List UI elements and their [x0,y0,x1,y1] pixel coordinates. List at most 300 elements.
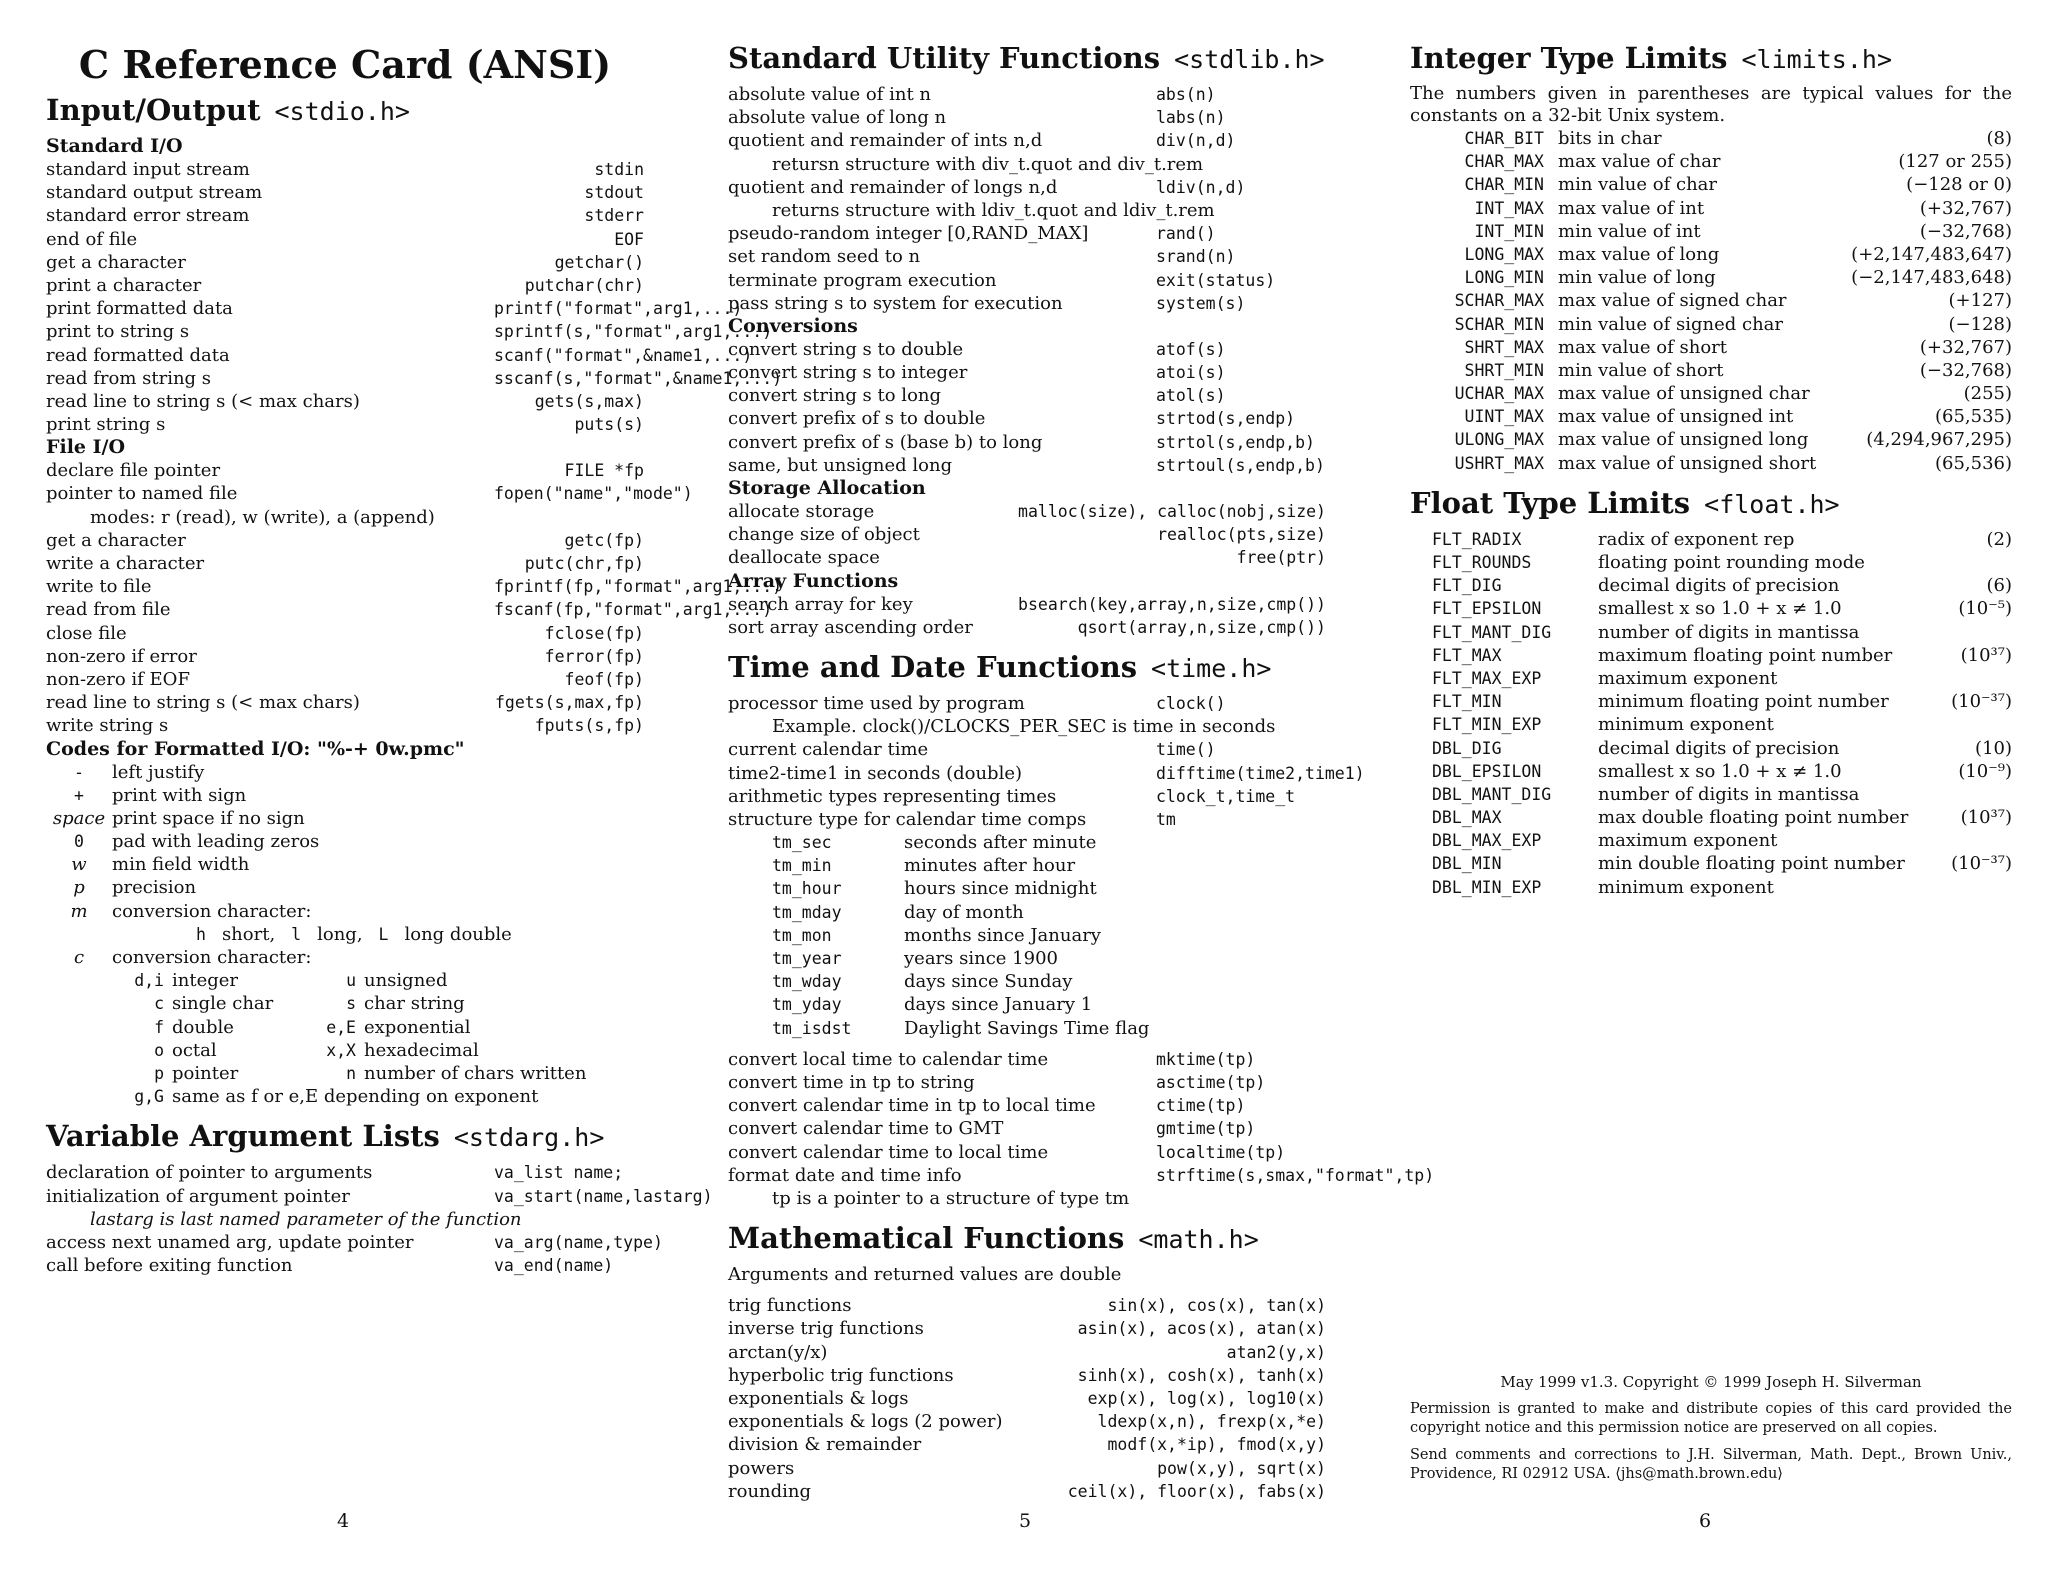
entry-description: non-zero if error [46,645,197,667]
limit-value: (10) [1975,737,2012,759]
format-code-description: min field width [112,854,250,876]
limit-value: (65,536) [1934,452,2012,474]
limit-value: (−128 or 0) [1906,174,2012,196]
limit-description: max double floating point number [1598,807,1909,829]
conversion-description: hexadecimal [364,1039,479,1061]
entry-code: puts(s) [574,415,644,435]
entry-code: fclose(fp) [544,623,644,643]
entry-row [46,552,644,575]
limit-value: (4,294,967,295) [1866,429,2012,451]
conversion-char: f [154,1017,164,1037]
entry-description: write to file [46,576,152,598]
entry-row [728,1410,1326,1433]
column-2 [728,36,1435,1503]
format-code: 0 [74,832,84,852]
entry-code: ldiv(n,d) [1156,177,1246,197]
entry-row [46,691,644,714]
time-example: Example. clock()/CLOCKS_PER_SEC is time in seconds [772,716,1276,738]
limit-constant: SCHAR_MAX [1454,291,1544,311]
entry-code: sinh(x), cosh(x), tanh(x) [1077,1365,1326,1385]
limit-row [1410,760,2012,783]
limit-constant: FLT_MAX_EXP [1432,668,1542,688]
entry-description: read formatted data [46,344,230,366]
entry-code: va_end(name) [494,1256,614,1276]
entry-description: processor time used by program [728,692,1025,714]
entry-row [728,83,1326,106]
entry-code: exit(status) [1156,270,1276,290]
limit-constant: CHAR_MIN [1464,175,1544,195]
entry-code: asctime(tp) [1156,1072,1266,1092]
va-heading: Variable Argument Lists <stdarg.h> [46,1119,605,1154]
limit-description: floating point rounding mode [1598,552,1865,573]
codes-list [46,761,644,923]
std-io-list [46,158,783,436]
limit-row [1410,266,2012,289]
entry-row [46,390,644,413]
limit-description: decimal digits of precision [1598,575,1840,597]
entry-code: labs(n) [1156,108,1226,128]
conversion-char: d,i [134,971,164,991]
entry-description: change size of object [728,524,920,546]
limit-row [1410,173,2012,196]
limit-constant: CHAR_MAX [1464,152,1544,172]
conversion-char: x,X [326,1040,356,1060]
entry-row [728,1317,1326,1340]
limit-row [1410,667,2012,690]
entry-description: read from string s [46,367,212,389]
format-code: m [70,900,88,922]
entry-code: difftime(time2,time1) [1156,763,1365,783]
entry-row [46,251,644,274]
entry-code: gets(s,max) [534,391,644,411]
entry-code: clock_t,time_t [1156,786,1296,806]
entry-description: write string s [46,715,169,737]
entry-row [728,1480,1326,1503]
page-number-5: 5 [1019,1510,1032,1532]
limit-description: min value of char [1558,174,1717,196]
entry-code: strtol(s,endp,b) [1156,432,1315,452]
tm-field-row [728,924,1326,947]
entry-code: fopen("name","mode") [494,484,693,504]
tm-field-name: tm_sec [772,833,832,853]
entry-code: sprintf(s,"format",arg1,...) [494,322,773,342]
entry-code: sscanf(s,"format",&name1,...) [494,368,783,388]
entry-row [46,297,743,320]
tm-field-description: days since Sunday [904,971,1073,993]
entry-description: convert local time to calendar time [728,1048,1049,1070]
limit-description: min double floating point number [1598,853,1905,875]
limit-constant: DBL_MAX_EXP [1432,831,1542,851]
entry-row [728,1117,1326,1140]
limit-description: number of digits in mantissa [1598,621,1860,643]
limit-row [1410,690,2012,713]
limit-row [1410,405,2012,428]
entry-code: va_start(name,lastarg) [494,1186,713,1206]
alloc-subheading: Storage Allocation [728,477,926,499]
limit-value: (−2,147,483,648) [1851,267,2012,289]
entry-code: atol(s) [1156,386,1226,406]
entry-description: division & remainder [728,1434,922,1456]
code-row-c: c conversion character: [73,947,312,968]
entry-description: exponentials & logs (2 power) [728,1411,1003,1433]
limit-description: max value of unsigned long [1558,429,1809,451]
entry-description: powers [728,1457,795,1479]
limit-description: maximum floating point number [1598,644,1893,666]
entry-row [46,367,783,390]
format-code-row [46,900,644,923]
format-code-row [46,853,644,876]
conversion-char: e,E [326,1017,356,1037]
entry-code: getc(fp) [564,530,644,550]
conversion-pair-last: g,G same as f or e,E depending on exponent [134,1086,539,1108]
conversion-pair-row [46,1062,644,1085]
limit-constant: DBL_MAX [1432,808,1502,828]
entry-code: localtime(tp) [1156,1142,1286,1162]
conversions-subheading: Conversions [728,314,858,337]
limit-constant: LONG_MAX [1464,244,1544,264]
limit-description: min value of signed char [1558,313,1783,335]
conversion-description: octal [172,1039,217,1061]
entry-row [46,274,644,297]
entry-row [728,292,1326,315]
entry-row [46,1185,713,1208]
page-number-6: 6 [1699,1510,1712,1532]
limit-constant: SHRT_MIN [1464,360,1544,380]
entry-code: strtod(s,endp) [1156,409,1296,429]
entry-description: read from file [46,599,171,621]
limit-description: minimum floating point number [1598,691,1889,713]
tm-field-row [728,947,1326,970]
entry-row [46,181,644,204]
format-code-description: left justify [112,761,205,783]
entry-code: gmtime(tp) [1156,1119,1256,1139]
entry-description: write a character [46,553,205,574]
entry-code: malloc(size), calloc(nobj,size) [1018,502,1326,521]
time-list-c [728,1048,1435,1187]
tm-field-description: minutes after hour [904,855,1076,877]
tm-field-name: tm_hour [772,879,842,899]
limit-row [1410,127,2012,150]
entry-row [46,459,644,482]
entry-description: pointer to named file [46,483,238,505]
entry-code: atan2(y,x) [1226,1342,1326,1362]
entry-code: ldexp(x,n), frexp(x,*e) [1097,1412,1326,1432]
format-code-row [46,830,644,853]
limit-row [1410,359,2012,382]
limit-value: (10³⁷) [1960,807,2012,829]
limit-row [1410,621,2012,644]
format-code-description: print space if no sign [112,807,305,829]
time-list-a [728,692,1326,715]
limit-value: (+2,147,483,647) [1851,243,2012,265]
entry-description: same, but unsigned long [728,454,953,476]
tm-field-description: years since 1900 [904,948,1058,969]
va-note: lastarg is last named parameter of the function [90,1208,522,1230]
limit-constant: INT_MIN [1474,221,1544,241]
spacer [728,1040,1326,1048]
entry-row [46,158,644,181]
limit-value: (255) [1963,383,2012,405]
tm-field-row [728,854,1326,877]
format-code-row [46,784,644,807]
int-limits-heading: Integer Type Limits <limits.h> [1410,41,1893,75]
limit-description: minimum exponent [1598,876,1774,898]
entry-row [728,106,1326,129]
tm-field-row [728,877,1326,900]
entry-description: read line to string s (< max chars) [46,692,360,714]
tm-field-name: tm_min [772,856,832,876]
tm-field-name: tm_wday [772,972,842,992]
entry-row [728,762,1365,785]
limit-value: (10⁻³⁷) [1951,691,2012,713]
format-code: - [74,762,84,782]
conversion-description: single char [172,993,274,1015]
limit-description: min value of long [1558,267,1716,289]
limit-constant: DBL_MANT_DIG [1432,784,1552,804]
entry-description: declaration of pointer to arguments [46,1162,373,1184]
entry-description: non-zero if EOF [46,668,190,690]
limit-value: (+32,767) [1919,197,2012,219]
tm-field-name: tm_year [772,949,842,968]
entry-code: system(s) [1156,293,1246,313]
entry-description: read line to string s (< max chars) [46,390,360,412]
conversion-description: exponential [364,1016,471,1038]
util-note-2: returns structure with ldiv_t.quot and ldiv_t.rem [772,199,1215,221]
limit-row [1410,150,2012,173]
format-code-description: precision [112,877,197,899]
entry-description: convert calendar time to local time [728,1141,1049,1163]
limit-row [1410,428,2012,451]
entry-description: convert time in tp to string [728,1071,975,1093]
array-subheading: Array Functions [728,569,899,592]
entry-description: pseudo-random integer [0,RAND_MAX] [728,223,1089,245]
entry-description: set random seed to n [728,246,921,268]
conversion-pairs [46,969,644,1085]
conversion-char: u [346,971,356,991]
limit-row [1410,644,2012,667]
entry-row [728,454,1326,477]
entry-row [728,808,1326,831]
entry-row [728,593,1326,616]
tm-fields-list [728,831,1326,1040]
limit-value: (10⁻⁹) [1958,760,2012,782]
length-modifiers: h short, l long, L long double [196,923,512,945]
entry-row [46,344,753,367]
entry-row [728,1387,1326,1410]
entry-description: convert string s to integer [728,362,968,384]
entry-description: get a character [46,529,186,551]
limit-row [1410,597,2012,620]
conversion-description: number of chars written [364,1062,587,1084]
entry-row [728,384,1326,407]
limit-row [1410,737,2012,760]
limit-value: (10³⁷) [1960,644,2012,666]
entry-row [728,431,1326,454]
time-heading: Time and Date Functions <time.h> [728,649,1272,684]
tm-field-description: hours since midnight [904,878,1097,900]
entry-row [728,546,1326,569]
entry-row [728,1364,1326,1387]
limit-value: (127 or 255) [1898,151,2012,173]
limit-row [1410,783,2012,806]
limit-constant: USHRT_MAX [1454,453,1544,473]
entry-row [728,361,1326,384]
limit-description: max value of int [1558,197,1705,219]
entry-row [46,598,773,621]
codes-subheading: Codes for Formatted I/O: "%-+ 0w.pmc" [46,737,465,760]
entry-row [46,668,644,691]
entry-row [46,204,644,227]
entry-description: current calendar time [728,739,929,761]
limit-description: maximum exponent [1598,830,1778,852]
entry-description: search array for key [728,593,913,615]
limit-constant: DBL_DIG [1432,738,1502,758]
file-io-list-b [46,529,783,738]
limit-value: (65,535) [1934,406,2012,428]
entry-code: fputs(s,fp) [534,716,644,736]
entry-code: clock() [1156,693,1226,713]
entry-description: deallocate space [728,547,880,569]
entry-description: close file [46,622,127,644]
entry-description: print string s [46,414,166,436]
contact-notice: Send comments and corrections to J.H. Silverman, Math. Dept., Brown Univ., Providence, RI 02912 USA. ⟨jhs@math.brown.edu⟩ [1410,1447,2012,1482]
file-io-list-a [46,459,693,505]
entry-row [728,1164,1435,1187]
tm-field-row [728,901,1326,924]
limit-constant: FLT_MAX [1432,645,1502,665]
entry-code: modf(x,*ip), fmod(x,y) [1107,1435,1326,1455]
limit-constant: FLT_MANT_DIG [1432,622,1552,642]
limit-value: (+32,767) [1919,336,2012,358]
limit-description: number of digits in mantissa [1598,783,1860,805]
entry-description: trig functions [728,1295,852,1317]
entry-row [46,320,773,343]
entry-description: convert prefix of s to double [728,408,986,430]
entry-description: convert prefix of s (base b) to long [728,431,1043,453]
entry-description: hyperbolic trig functions [728,1364,954,1386]
conversion-char: o [154,1040,164,1060]
util-list-b [728,176,1326,199]
limit-row [1410,806,2012,829]
entry-row [728,785,1326,808]
entry-description: declare file pointer [46,460,221,482]
conversion-description: char string [364,993,465,1015]
entry-code: va_arg(name,type) [494,1232,663,1252]
math-intro: Arguments and returned values are double [728,1264,1122,1286]
format-code-description: print with sign [112,784,247,806]
entry-code: abs(n) [1156,85,1216,104]
tm-field-name: tm_mon [772,925,832,945]
entry-description: convert string s to double [728,338,964,360]
entry-description: format date and time info [728,1164,962,1186]
entry-row [46,482,693,505]
entry-description: print formatted data [46,298,233,320]
conversion-char: c [154,994,164,1014]
card-title: C Reference Card (ANSI) [78,42,612,87]
limit-constant: DBL_MIN_EXP [1432,877,1542,897]
conversion-description: double [172,1016,234,1038]
util-list-c [728,222,1326,315]
entry-row [728,738,1326,761]
limit-description: min value of short [1558,359,1724,381]
entry-description: time2-time1 in seconds (double) [728,762,1023,784]
float-limits-table [1410,528,2012,899]
entry-description: standard output stream [46,182,263,204]
entry-description: end of file [46,228,138,250]
entry-code: div(n,d) [1156,131,1236,151]
tm-field-name: tm_mday [772,902,842,922]
entry-code: exp(x), log(x), log10(x) [1087,1389,1326,1408]
limit-description: max value of unsigned char [1558,383,1810,405]
limit-row [1410,852,2012,875]
entry-code: realloc(pts,size) [1157,525,1326,545]
entry-row [728,338,1326,361]
column-3 [1410,36,2012,899]
limit-description: min value of int [1558,220,1701,242]
format-code: w [71,854,87,876]
permission-notice: Permission is granted to make and distribute copies of this card provided the copyright notice and this permission notice are preserved on all copies. [1410,1401,2012,1436]
array-list [728,593,1326,639]
entry-code: stdout [584,183,644,203]
limit-description: maximum exponent [1598,667,1778,689]
tm-field-row [728,831,1326,854]
limit-description: max value of signed char [1558,290,1787,312]
entry-row [728,176,1326,199]
limit-constant: CHAR_BIT [1464,129,1544,148]
entry-row [46,413,644,436]
entry-row [728,1294,1326,1317]
footer [1410,1372,2012,1492]
entry-description: rounding [728,1480,812,1502]
tm-field-name: tm_yday [772,995,842,1015]
conversion-char: p [154,1063,164,1083]
util-heading: Standard Utility Functions <stdlib.h> [728,41,1325,75]
limit-constant: LONG_MIN [1464,268,1544,288]
limit-value: (10⁻³⁷) [1951,853,2012,875]
limit-constant: FLT_EPSILON [1432,599,1542,619]
format-code: + [74,785,84,805]
limit-description: smallest x so 1.0 + x ≠ 1.0 [1598,760,1842,782]
limit-row [1410,336,2012,359]
conversion-description: unsigned [364,970,448,992]
entry-description: call before exiting function [46,1255,293,1277]
entry-row [46,1254,644,1277]
entry-code: atof(s) [1156,339,1226,359]
entry-code: EOF [614,229,644,249]
modes-note: modes: r (read), w (write), a (append) [90,506,435,528]
tm-field-description: days since January 1 [904,994,1093,1016]
std-io-subheading: Standard I/O [46,135,183,157]
entry-row [728,1094,1326,1117]
entry-description: pass string s to system for execution [728,292,1063,314]
entry-row [46,714,644,737]
math-heading: Mathematical Functions <math.h> [728,1221,1259,1256]
io-heading: Input/Output <stdio.h> [46,93,410,127]
float-limits-heading: Float Type Limits <float.h> [1410,485,1840,520]
entry-description: print to string s [46,321,190,343]
limit-value: (6) [1986,575,2012,597]
spacer [728,1286,1326,1294]
entry-row [728,692,1326,715]
entry-description: inverse trig functions [728,1318,924,1340]
entry-code: va_list name; [494,1163,624,1183]
entry-code: ferror(fp) [544,646,644,666]
entry-code: mktime(tp) [1156,1049,1256,1069]
limit-row [1410,382,2012,405]
conversions-list [728,338,1326,477]
limit-row [1410,551,2012,574]
tm-field-description: day of month [904,901,1024,923]
